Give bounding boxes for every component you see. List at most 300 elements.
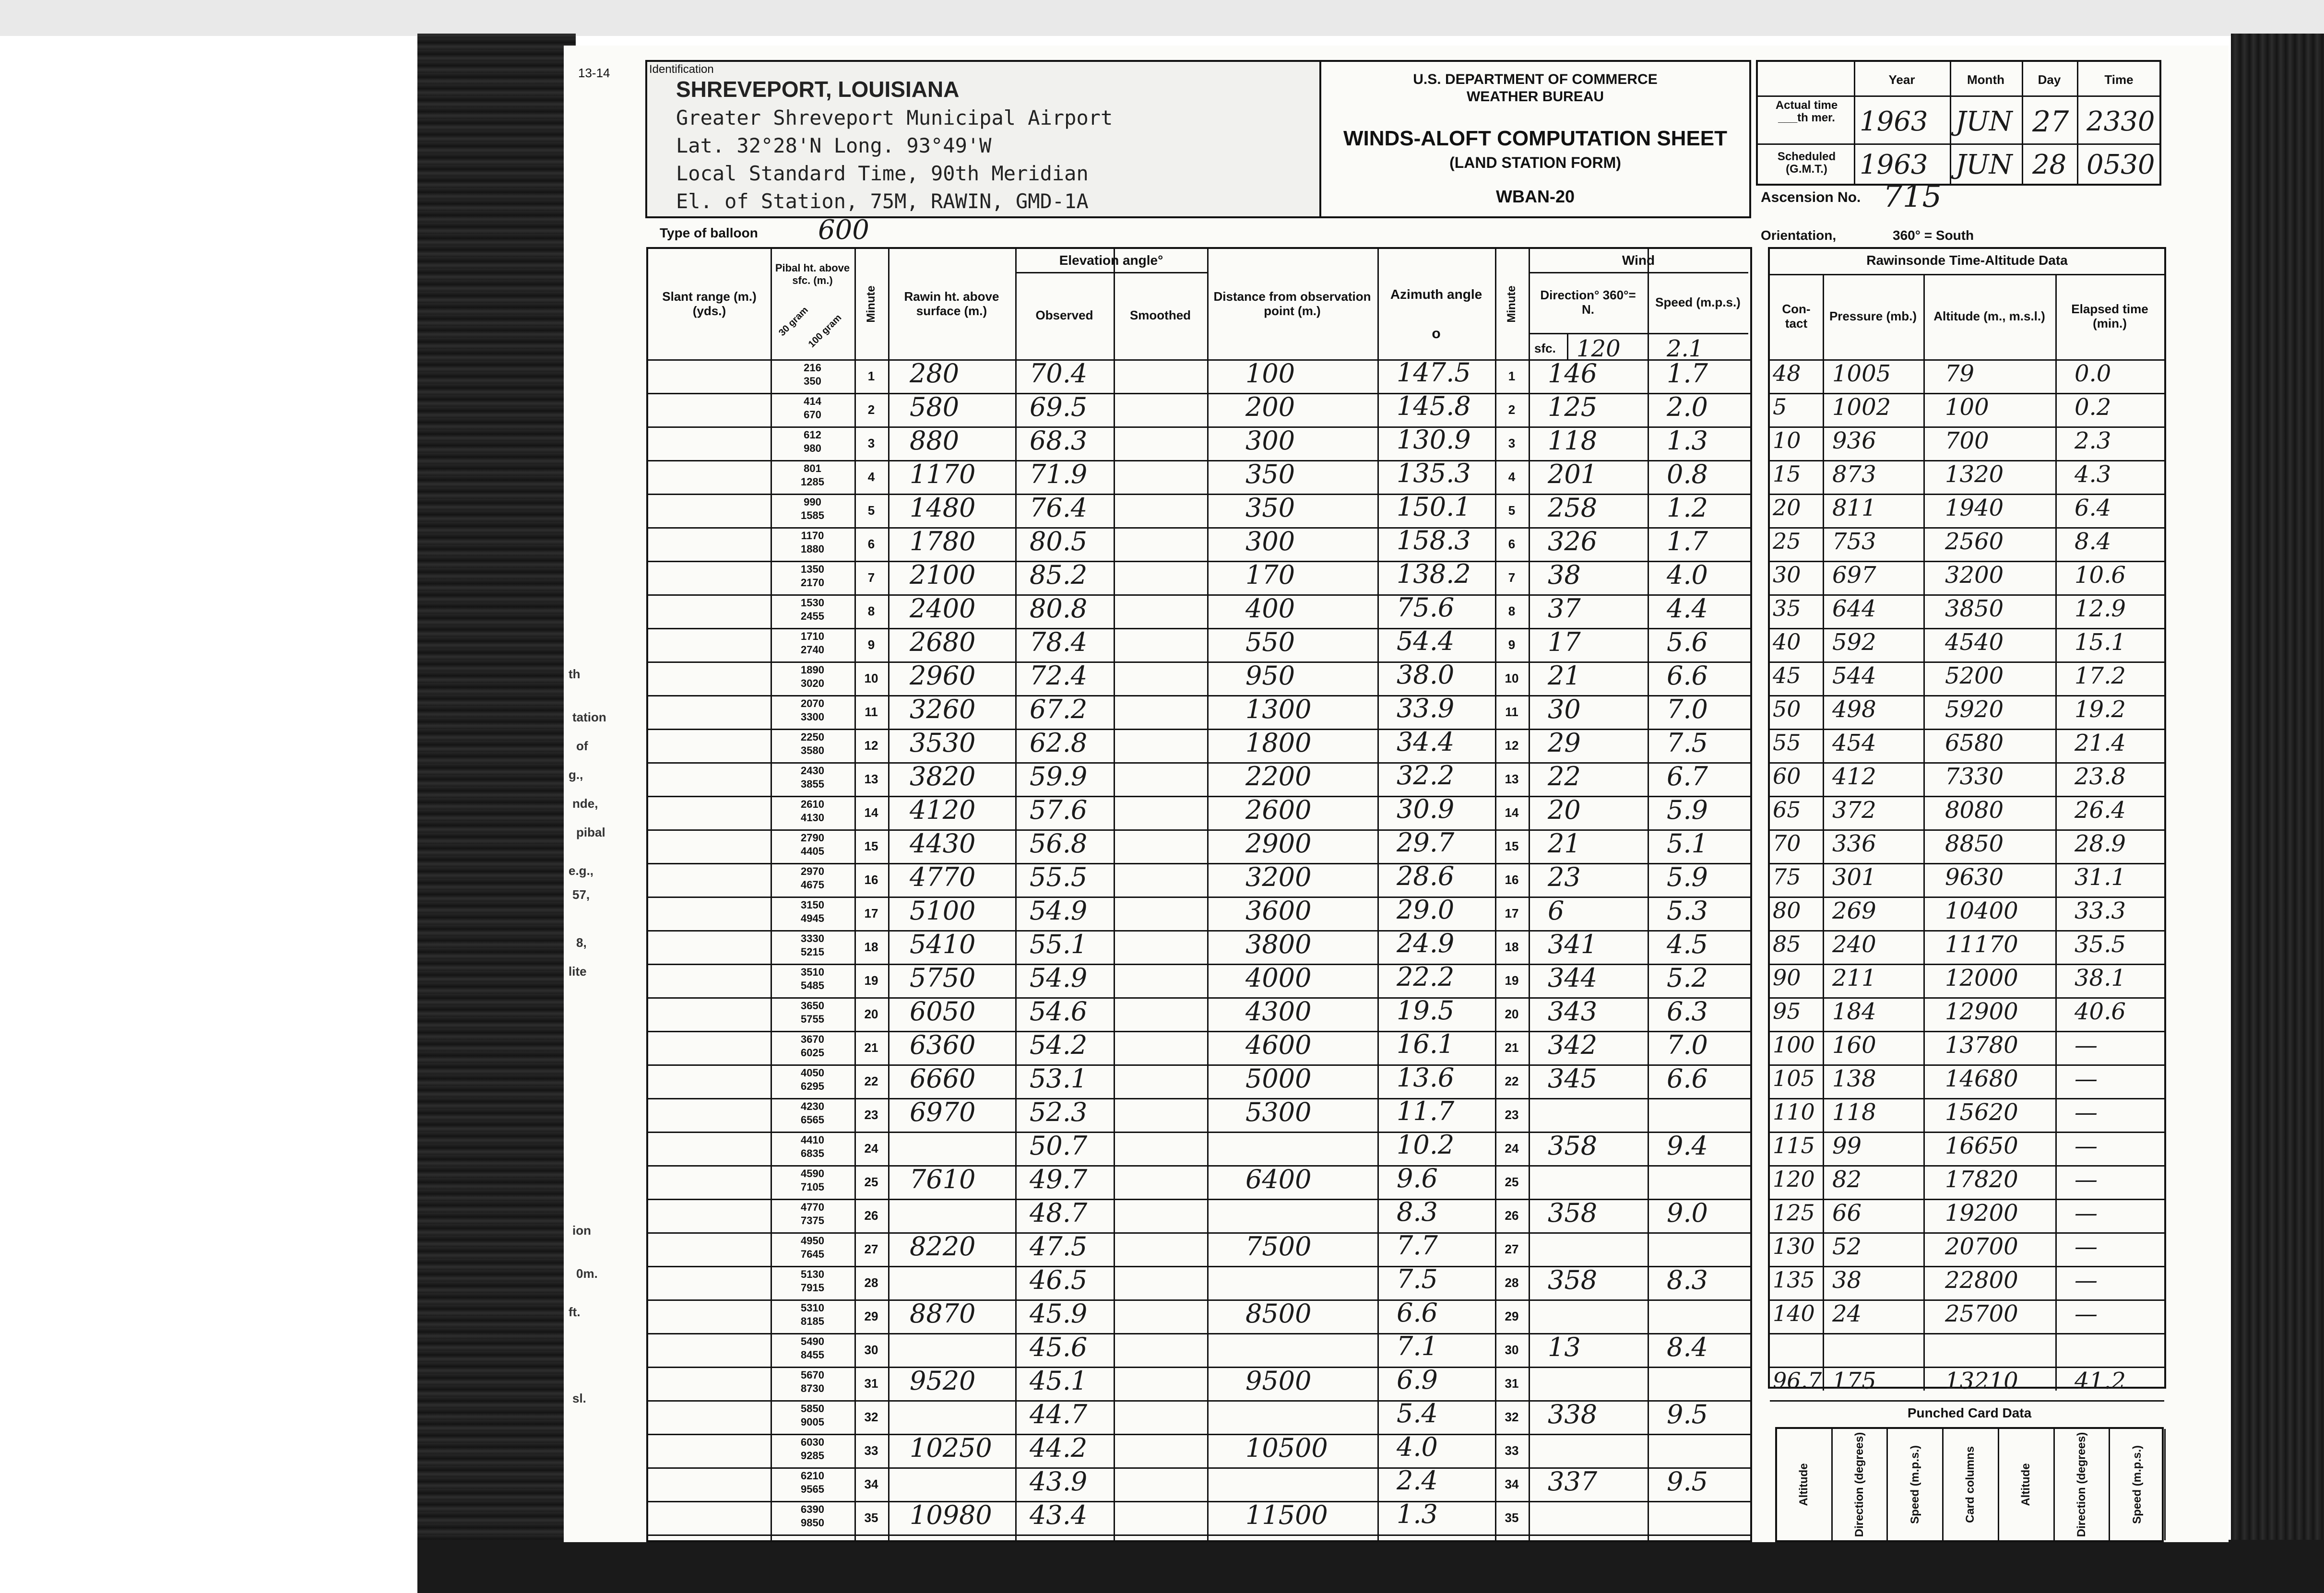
minute-2-number: 32 (1505, 1410, 1519, 1424)
pibal-30-value: 4590 (801, 1168, 824, 1180)
elapsed-time-value: — (2075, 1032, 2098, 1059)
elapsed-time-value: 0.0 (2075, 360, 2111, 387)
contact-value: 10 (1773, 427, 1801, 453)
pibal-30-value: 2970 (801, 865, 824, 877)
pibal-100-value: 7645 (801, 1248, 824, 1260)
observed-angle: 45.6 (1030, 1332, 1088, 1362)
wind-direction: 23 (1548, 862, 1581, 892)
contact-value: 80 (1773, 897, 1801, 923)
wind-speed: 5.9 (1667, 795, 1708, 825)
pibal-100-value: 8185 (801, 1315, 824, 1327)
sfc-speed: 2.1 (1667, 335, 1704, 362)
contact-value: 60 (1773, 763, 1801, 789)
wind-speed: 5.3 (1667, 896, 1708, 926)
sfc-label: sfc. (1534, 341, 1556, 355)
wind-direction: 337 (1548, 1466, 1598, 1497)
rawin-height: 8220 (910, 1231, 976, 1262)
azimuth-value: 8.3 (1397, 1197, 1438, 1227)
pressure-value: 936 (1832, 427, 1876, 454)
observed-angle: 43.4 (1030, 1500, 1088, 1530)
minute-2-number: 13 (1505, 772, 1519, 786)
minute-number: 27 (864, 1242, 878, 1256)
punched-card-column (1888, 1429, 1944, 1540)
observed-angle: 47.5 (1030, 1231, 1088, 1262)
wind-direction: 201 (1548, 459, 1598, 489)
pressure-value: 697 (1832, 562, 1876, 589)
observed-angle: 53.1 (1030, 1063, 1088, 1094)
azimuth-value: 6.9 (1397, 1365, 1438, 1395)
pibal-30-value: 1350 (801, 563, 824, 575)
azimuth-value: 28.6 (1397, 861, 1455, 891)
azimuth-value: 6.6 (1397, 1298, 1438, 1328)
observed-angle: 62.8 (1030, 728, 1088, 758)
scan-right-dark-border (2231, 34, 2324, 1593)
distance-value: 5300 (1245, 1097, 1312, 1127)
rt-row-divider (1770, 1333, 2164, 1334)
altitude-value: 700 (1945, 427, 1989, 454)
pressure-value: 372 (1832, 797, 1876, 824)
column-divider (888, 249, 889, 1540)
punched-card-table (1775, 1427, 2164, 1542)
distance-value: 1300 (1245, 694, 1312, 724)
rawinsonde-title: Rawinsonde Time-Altitude Data (1866, 253, 2068, 268)
observed-angle: 85.2 (1030, 560, 1088, 590)
minute-number: 1 (867, 369, 875, 383)
station-latlong: Lat. 32°28'N Long. 93°49'W (676, 134, 992, 157)
contact-value: 135 (1773, 1267, 1815, 1293)
altitude-value: 100 (1945, 394, 1989, 421)
observed-angle: 56.8 (1030, 828, 1088, 859)
elapsed-time-value: — (2075, 1267, 2098, 1294)
wind-speed: 5.6 (1667, 627, 1708, 657)
col-year: Year (1888, 72, 1915, 87)
actual-month: JUN (1956, 106, 2013, 137)
minute-2-number: 33 (1505, 1443, 1519, 1458)
rawin-height-header: Rawin ht. above surface (m.) (904, 289, 999, 318)
rawin-height: 4770 (910, 862, 976, 892)
minute-number: 4 (867, 470, 875, 484)
minute-number: 15 (864, 839, 878, 853)
distance-value: 100 (1245, 358, 1295, 389)
contact-value: 125 (1773, 1200, 1815, 1226)
scan-bottom-dark-border (417, 1540, 2324, 1593)
pibal-30-value: 2610 (801, 798, 824, 810)
azimuth-value: 150.1 (1397, 492, 1471, 522)
minute-2-number: 6 (1508, 537, 1516, 551)
pibal-30-value: 801 (804, 462, 821, 474)
margin-fragment: e.g., (569, 863, 594, 878)
pressure-value: 644 (1832, 595, 1876, 622)
station-number: 13-14 (578, 66, 610, 80)
minute-2-number: 9 (1508, 637, 1516, 652)
distance-value: 8500 (1245, 1298, 1312, 1329)
distance-value: 3600 (1245, 896, 1312, 926)
elapsed-time-value: 19.2 (2075, 696, 2126, 723)
actual-year: 1963 (1860, 106, 1928, 137)
altitude-value: 7330 (1945, 763, 2004, 790)
pibal-100-value: 4945 (801, 912, 824, 924)
minute-2-number: 31 (1505, 1376, 1519, 1391)
distance-value: 3200 (1245, 862, 1312, 892)
wind-direction: 358 (1548, 1265, 1598, 1295)
minute-2-number: 30 (1505, 1343, 1519, 1357)
minute-number: 31 (864, 1376, 878, 1391)
minute-2-number: 11 (1505, 705, 1518, 719)
altitude-value: 20700 (1945, 1233, 2018, 1260)
minute-number: 13 (864, 772, 878, 786)
row-divider (648, 897, 1750, 898)
pibal-30-gram: 30 gram (777, 305, 810, 339)
pibal-30-value: 4950 (801, 1235, 824, 1247)
pressure-value: 873 (1832, 461, 1876, 488)
sfc-direction: 120 (1577, 335, 1621, 362)
col-month: Month (1967, 72, 2004, 87)
observed-angle: 46.5 (1030, 1265, 1088, 1295)
elapsed-time-value: — (2075, 1099, 2098, 1126)
observed-angle: 45.9 (1030, 1298, 1088, 1329)
row-divider (648, 1165, 1750, 1167)
row-divider (648, 661, 1750, 663)
altitude-value: 12000 (1945, 965, 2018, 991)
punched-card-column (2110, 1429, 2166, 1540)
pibal-30-value: 4050 (801, 1067, 824, 1079)
rawin-height: 2680 (910, 627, 976, 657)
wind-speed: 7.0 (1667, 1030, 1708, 1060)
elapsed-time-value: 4.3 (2075, 461, 2111, 488)
rawin-height: 6660 (910, 1063, 976, 1094)
wind-speed: 2.0 (1667, 392, 1708, 422)
wind-direction: 29 (1548, 728, 1581, 758)
row-divider (648, 1501, 1750, 1502)
minute-number: 8 (867, 604, 875, 618)
azimuth-value: 30.9 (1397, 794, 1455, 824)
minute-2-number: 22 (1505, 1074, 1519, 1088)
rawin-height: 580 (910, 392, 960, 422)
row-divider (648, 594, 1750, 596)
row-divider (648, 628, 1750, 629)
distance-value: 4000 (1245, 963, 1312, 993)
altitude-value: 25700 (1945, 1300, 2018, 1327)
azimuth-value: 16.1 (1397, 1029, 1455, 1059)
minute-2-number: 29 (1505, 1309, 1519, 1323)
pibal-100-value: 9005 (801, 1416, 824, 1428)
elapsed-time-value: — (2075, 1233, 2098, 1260)
distance-value: 350 (1245, 459, 1295, 489)
wind-speed: 4.0 (1667, 560, 1708, 590)
contact-value: 140 (1773, 1300, 1815, 1326)
pressure-value: 99 (1832, 1133, 1862, 1159)
elevation-angle-header: Elevation angle° (1059, 253, 1163, 268)
pibal-30-value: 5850 (801, 1403, 824, 1415)
minute-number: 16 (864, 873, 878, 887)
pibal-30-value: 3510 (801, 966, 824, 978)
observed-angle: 44.2 (1030, 1433, 1088, 1463)
elapsed-time-value: 17.2 (2075, 662, 2126, 689)
contact-value: 5 (1773, 394, 1787, 420)
time-box (1756, 60, 2161, 186)
azimuth-value: 29.0 (1397, 895, 1455, 925)
margin-fragment: tation (572, 710, 606, 724)
rawin-height: 4120 (910, 795, 976, 825)
contact-value: 105 (1773, 1065, 1815, 1091)
pibal-100-value: 6025 (801, 1047, 824, 1059)
pressure-value: 211 (1832, 965, 1876, 991)
scheduled-time: 0530 (2087, 149, 2155, 180)
margin-fragment: 8, (576, 935, 587, 950)
altitude-value: 12900 (1945, 998, 2018, 1025)
pibal-100-value: 6295 (801, 1080, 824, 1092)
minute-number: 33 (864, 1443, 878, 1458)
station-elevation: El. of Station, 75M, RAWIN, GMD-1A (676, 189, 1089, 213)
azimuth-value: 38.0 (1397, 660, 1455, 690)
row-divider (648, 1367, 1750, 1368)
contact-value: 85 (1773, 931, 1801, 957)
minute-2-number: 19 (1505, 973, 1519, 988)
observed-angle: 80.8 (1030, 593, 1088, 624)
wind-speed: 9.5 (1667, 1466, 1708, 1497)
wind-direction: 38 (1548, 560, 1581, 590)
contact-value: 55 (1773, 730, 1801, 755)
margin-fragment: ft. (569, 1305, 581, 1319)
punched-card-column-label: Direction (degrees) (1852, 1432, 1866, 1537)
distance-value: 2900 (1245, 828, 1312, 859)
pressure-value: 811 (1832, 495, 1876, 521)
pressure-value: 498 (1832, 696, 1876, 723)
scheduled-time-label: Scheduled (G.M.T.) (1777, 150, 1836, 176)
minute-number: 2 (867, 402, 875, 417)
distance-value: 3800 (1245, 929, 1312, 959)
minute-number: 21 (864, 1040, 878, 1055)
station-airport: Greater Shreveport Municipal Airport (676, 106, 1113, 130)
minute-number: 3 (867, 436, 875, 450)
pibal-30-value: 6030 (801, 1436, 824, 1448)
elapsed-time-value: 21.4 (2075, 730, 2126, 756)
elapsed-time-header: Elapsed time (min.) (2071, 302, 2148, 330)
elapsed-time-value: 40.6 (2075, 998, 2126, 1025)
col-day: Day (2038, 72, 2061, 87)
distance-value: 170 (1245, 560, 1295, 590)
altitude-value: 1940 (1945, 495, 2004, 521)
distance-value: 1800 (1245, 728, 1312, 758)
margin-fragment: g., (569, 767, 583, 782)
wind-direction: 358 (1548, 1198, 1598, 1228)
azimuth-value: 29.7 (1397, 827, 1455, 858)
azimuth-value: 130.9 (1397, 425, 1471, 455)
distance-value: 400 (1245, 593, 1295, 624)
elapsed-time-value: 41.2 (2075, 1368, 2126, 1394)
minute-number: 6 (867, 537, 875, 551)
pibal-30-value: 5130 (801, 1268, 824, 1280)
pibal-30-value: 414 (804, 395, 821, 407)
distance-value: 10500 (1245, 1433, 1328, 1463)
rawin-height: 10980 (910, 1500, 992, 1530)
elapsed-time-value: — (2075, 1065, 2098, 1092)
wind-speed: 4.4 (1667, 593, 1708, 624)
minute-2-number: 23 (1505, 1108, 1519, 1122)
wind-speed: 5.1 (1667, 828, 1708, 859)
row-divider (648, 863, 1750, 864)
row-divider (648, 1232, 1750, 1234)
rawin-height: 6050 (910, 996, 976, 1027)
punched-card-column (1833, 1429, 1888, 1540)
pibal-30-value: 4770 (801, 1201, 824, 1213)
pibal-100-value: 3020 (801, 677, 824, 689)
wind-speed: 8.4 (1667, 1332, 1708, 1362)
column-divider (1207, 249, 1209, 1540)
azimuth-value: 145.8 (1397, 391, 1471, 421)
minute-2-number: 34 (1505, 1477, 1519, 1491)
observed-angle: 44.7 (1030, 1399, 1088, 1429)
punched-card-column-label: Card columns (1964, 1446, 1977, 1523)
elapsed-time-value: — (2075, 1133, 2098, 1159)
distance-value: 350 (1245, 493, 1295, 523)
minute-number: 24 (864, 1141, 878, 1156)
pibal-header: Pibal ht. above sfc. (m.) (775, 262, 850, 286)
scheduled-year: 1963 (1860, 149, 1928, 180)
rawin-height: 3820 (910, 761, 976, 791)
balloon-type-value: 600 (818, 214, 869, 246)
ascension-number: 715 (1883, 179, 1942, 214)
altitude-value: 6580 (1945, 730, 2004, 756)
minute-number: 25 (864, 1175, 878, 1189)
minute-number: 17 (864, 906, 878, 920)
contact-header: Con- tact (1782, 302, 1811, 330)
rawin-height: 6360 (910, 1030, 976, 1060)
wind-direction: 30 (1548, 694, 1581, 724)
elapsed-time-value: 8.4 (2075, 528, 2111, 555)
row-divider (648, 796, 1750, 797)
minute-2-number: 2 (1508, 402, 1516, 417)
azimuth-value: 19.5 (1397, 995, 1455, 1026)
pibal-30-value: 3330 (801, 932, 824, 944)
observed-angle: 55.5 (1030, 862, 1088, 892)
pressure-value: 184 (1832, 998, 1876, 1025)
margin-fragment: pibal (576, 825, 605, 839)
contact-value: 30 (1773, 562, 1801, 588)
rawin-height: 2100 (910, 560, 976, 590)
ascension-label: Ascension No. (1761, 189, 1861, 205)
pibal-100-value: 7915 (801, 1282, 824, 1294)
wind-speed: 1.7 (1667, 526, 1708, 556)
winds-aloft-sheet (564, 46, 2229, 1542)
margin-fragment: ion (572, 1223, 591, 1238)
form-number: WBAN-20 (1495, 187, 1575, 206)
wind-speed: 8.3 (1667, 1265, 1708, 1295)
pressure-value: 160 (1832, 1032, 1876, 1059)
azimuth-value: 7.7 (1397, 1230, 1438, 1261)
contact-value: 20 (1773, 495, 1801, 520)
elapsed-time-value: 28.9 (2075, 830, 2126, 857)
minute-number: 32 (864, 1410, 878, 1424)
minute-2-number: 24 (1505, 1141, 1519, 1156)
rawin-height: 3260 (910, 694, 976, 724)
wind-header: Wind (1622, 253, 1655, 268)
pibal-30-value: 1710 (801, 630, 824, 642)
pressure-value: 1005 (1832, 360, 1891, 387)
altitude-value: 19200 (1945, 1200, 2018, 1227)
rawin-height: 8870 (910, 1298, 976, 1329)
wind-speed: 6.6 (1667, 1063, 1708, 1094)
wind-direction: 342 (1548, 1030, 1598, 1060)
minute-number: 18 (864, 940, 878, 954)
rawin-height: 7610 (910, 1164, 976, 1194)
observed-angle: 67.2 (1030, 694, 1088, 724)
minute-2-number: 4 (1508, 470, 1516, 484)
pibal-30-value: 6210 (801, 1470, 824, 1482)
distance-value: 300 (1245, 526, 1295, 556)
azimuth-value: 4.0 (1397, 1432, 1438, 1462)
observed-angle: 70.4 (1030, 358, 1088, 389)
wind-direction: 13 (1548, 1332, 1581, 1362)
winds-table (646, 247, 1752, 1542)
minute-number: 14 (864, 805, 878, 820)
altitude-value: 10400 (1945, 897, 2018, 924)
pibal-100-value: 3855 (801, 778, 824, 790)
wind-direction: 6 (1548, 896, 1565, 926)
wind-direction: 125 (1548, 392, 1598, 422)
pibal-30-value: 990 (804, 496, 821, 508)
distance-value: 300 (1245, 425, 1295, 456)
wind-direction: 22 (1548, 761, 1581, 791)
azimuth-value: 1.3 (1397, 1499, 1438, 1529)
minute-2-number: 21 (1505, 1040, 1519, 1055)
contact-value: 115 (1773, 1133, 1815, 1158)
pressure-value: 753 (1832, 528, 1876, 555)
pibal-30-value: 3670 (801, 1033, 824, 1045)
punched-card-column-label: Direction (degrees) (2075, 1432, 2088, 1537)
pibal-100-value: 8455 (801, 1349, 824, 1361)
rt-column-divider (2055, 274, 2057, 1391)
rawinsonde-table (1768, 247, 2166, 1394)
pibal-100-value: 5485 (801, 979, 824, 991)
actual-time-label: Actual time ___th mer. (1775, 99, 1838, 125)
scan-top-edge (0, 0, 2324, 36)
pressure-value: 138 (1832, 1065, 1876, 1092)
form-title-box (1319, 60, 1751, 218)
margin-fragment: 57, (572, 887, 590, 902)
elapsed-time-value: 26.4 (2075, 797, 2126, 824)
wind-direction: 343 (1548, 996, 1598, 1027)
elapsed-time-value: 0.2 (2075, 394, 2111, 421)
wind-speed: 1.3 (1667, 425, 1708, 456)
pressure-value: 336 (1832, 830, 1876, 857)
minute-number: 22 (864, 1074, 878, 1088)
wind-direction: 345 (1548, 1063, 1598, 1094)
contact-value: 15 (1773, 461, 1801, 487)
wind-direction: 326 (1548, 526, 1598, 556)
wind-direction: 21 (1548, 828, 1581, 859)
rawin-height: 5100 (910, 896, 976, 926)
altitude-value: 11170 (1945, 931, 2018, 958)
pressure-value: 24 (1832, 1300, 1862, 1327)
minute-header: Minute (865, 285, 877, 323)
wind-speed: 1.7 (1667, 358, 1708, 389)
contact-value: 48 (1773, 360, 1801, 386)
pibal-30-value: 2250 (801, 731, 824, 743)
rawin-height: 4430 (910, 828, 976, 859)
azimuth-value: 5.4 (1397, 1398, 1438, 1428)
elapsed-time-value: 38.1 (2075, 965, 2126, 991)
wind-speed: 7.5 (1667, 728, 1708, 758)
pibal-100-value: 1285 (801, 476, 824, 488)
wind-speed: 7.0 (1667, 694, 1708, 724)
minute-2-header: Minute (1505, 285, 1518, 323)
minute-number: 9 (867, 637, 875, 652)
identification-tag: Identification (649, 63, 714, 76)
altitude-value: 3200 (1945, 562, 2004, 589)
pibal-100-value: 2740 (801, 644, 824, 656)
azimuth-value: 11.7 (1397, 1096, 1455, 1126)
